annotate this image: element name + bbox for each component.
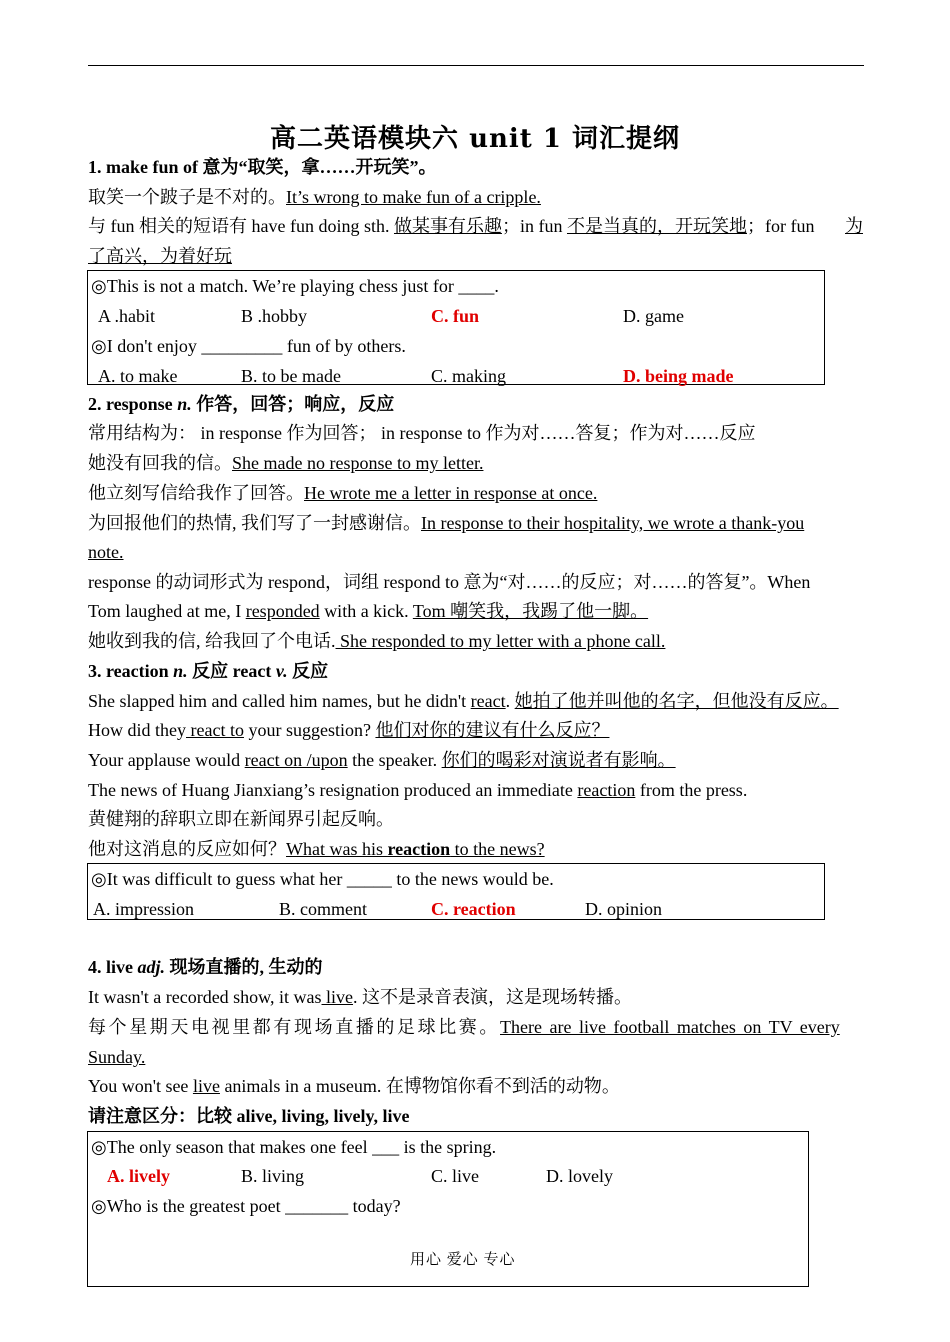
- s3-line-3: Your applause would react on /upon the speaker. 你们的喝彩对演说者有影响。: [88, 750, 676, 770]
- s2-line-5: note.: [88, 542, 124, 562]
- option-c-answer: C. fun: [431, 306, 480, 326]
- s1-line-2: 与 fun 相关的短语有 have fun doing sth. 做某事有乐趣；in fun 不是当真的，开玩笑地；for fun 为: [88, 216, 863, 236]
- s4-line-2: 每个星期天电视里都有现场直播的足球比赛。There are live football matches on TV every: [88, 1017, 840, 1037]
- option-b: B. comment: [279, 899, 367, 919]
- option-c-answer: C. reaction: [431, 899, 516, 919]
- exercise-box-1: [87, 270, 825, 385]
- question: ◎Who is the greatest poet _______ today?: [91, 1196, 401, 1216]
- exercise-box-2: [87, 863, 825, 920]
- question: ◎This is not a match. We’re playing chess just for ____.: [91, 276, 499, 296]
- option-a-answer: A. lively: [107, 1166, 170, 1186]
- s4-line-1: It wasn't a recorded show, it was live. 这不是录音表演，这是现场转播。: [88, 987, 633, 1007]
- question: ◎The only season that makes one feel ___ is the spring.: [91, 1137, 497, 1157]
- s2-line-3: 他立刻写信给我作了回答。He wrote me a letter in response at once.: [88, 483, 598, 503]
- page-title: 高二英语模块六 unit 1 词汇提纲: [270, 124, 680, 154]
- option-b: B. to be made: [241, 366, 341, 386]
- option-b: B .hobby: [241, 306, 308, 326]
- s4-note: 请注意区分：比较 alive, living, lively, live: [88, 1106, 410, 1126]
- s3-line-2: How did they react to your suggestion? 他们对你的建议有什么反应？: [88, 720, 610, 740]
- s1-line-1: 取笑一个跛子是不对的。It’s wrong to make fun of a cripple.: [88, 187, 541, 207]
- option-b: B. living: [241, 1166, 305, 1186]
- question: ◎I don't enjoy _________ fun of by others.: [91, 336, 406, 356]
- s2-line-2: 她没有回我的信。She made no response to my letter.: [88, 453, 484, 473]
- option-c: C. making: [431, 366, 506, 386]
- s3-line-1: She slapped him and called him names, but he didn't react. 她拍了他并叫他的名字，但他没有反应。: [88, 691, 839, 711]
- section-2-heading: 2. response n. 作答，回答；响应，反应: [88, 394, 395, 414]
- s2-line-1: 常用结构为： in response 作为回答； in response to 作为对……答复；作为对……反应: [88, 423, 756, 443]
- option-d: D. game: [623, 306, 684, 326]
- option-d-answer: D. being made: [623, 366, 734, 386]
- section-4-heading: 4. live adj. 现场直播的, 生动的: [88, 957, 323, 977]
- option-d: D. opinion: [585, 899, 663, 919]
- s2-line-4: 为回报他们的热情, 我们写了一封感谢信。In response to their hospitality, we wrote a thank-you: [88, 513, 805, 533]
- s2-line-6: response 的动词形式为 respond，词组 respond to 意为“对……的反应；对……的答复”。When: [88, 572, 811, 592]
- section-1-heading: 1. make fun of 意为“取笑，拿……开玩笑”。: [88, 157, 437, 177]
- option-a: A. impression: [93, 899, 194, 919]
- s4-line-3: Sunday.: [88, 1047, 146, 1067]
- s4-line-4: You won't see live animals in a museum. 在博物馆你看不到活的动物。: [88, 1076, 620, 1096]
- option-a: A .habit: [98, 306, 155, 326]
- s2-line-7: Tom laughed at me, I responded with a kick. Tom 嘲笑我，我踢了他一脚。: [88, 601, 649, 621]
- page-footer: 用心 爱心 专心: [410, 1252, 516, 1268]
- option-c: C. live: [431, 1166, 479, 1186]
- s3-line-6: 他对这消息的反应如何？What was his reaction to the news?: [88, 839, 545, 859]
- option-d: D. lovely: [546, 1166, 613, 1186]
- s3-line-4: The news of Huang Jianxiang’s resignation produced an immediate reaction from the press.: [88, 780, 748, 800]
- header-rule: [88, 65, 864, 66]
- option-a: A. to make: [98, 366, 178, 386]
- section-3-heading: 3. reaction n. 反应 react v. 反应: [88, 661, 329, 681]
- s2-line-8: 她收到我的信, 给我回了个电话. She responded to my letter with a phone call.: [88, 631, 666, 651]
- s1-line-3: 了高兴，为着好玩: [88, 246, 232, 266]
- s3-line-5: 黄健翔的辞职立即在新闻界引起反响。: [88, 809, 394, 829]
- question: ◎It was difficult to guess what her _____ to the news would be.: [91, 869, 554, 889]
